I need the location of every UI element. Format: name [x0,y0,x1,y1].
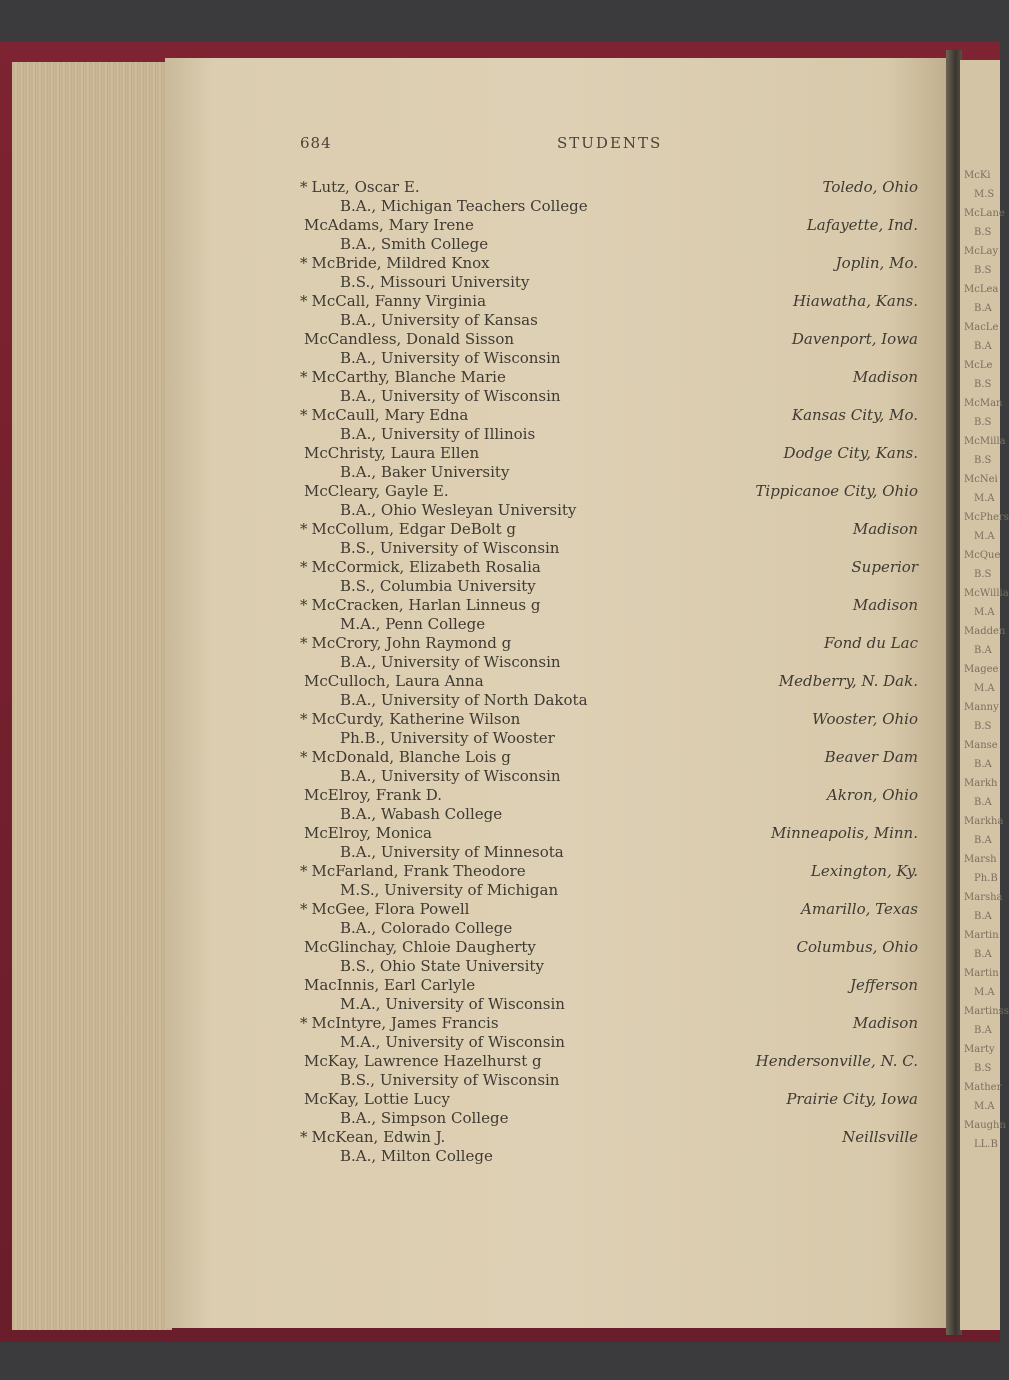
student-degree: B.S., University of Wisconsin [340,1071,560,1089]
student-name-line [300,178,920,197]
student-name-line [300,938,920,957]
hometown: Beaver Dam [824,748,918,766]
student-name-line [300,1052,920,1071]
hometown: Dodge City, Kans. [783,444,918,462]
student-entry [300,482,920,520]
hometown: Joplin, Mo. [835,254,918,272]
facing-page-text: McLane [964,208,1005,219]
student-entry [300,1090,920,1128]
student-degree: B.A., Simpson College [340,1109,509,1127]
student-degree: B.A., University of Kansas [340,311,538,329]
student-entry [300,672,920,710]
student-name-line [300,672,920,691]
facing-page-text: Maughn [964,1120,1006,1131]
student-name-line [300,444,920,463]
facing-page-text: M.A [974,1101,995,1112]
student-list [300,178,920,1166]
student-entry [300,558,920,596]
asterisk-mark: * [300,596,308,614]
facing-page-text: M.S [974,189,995,200]
facing-page-text: B.A [974,303,992,314]
student-name-line [300,634,920,653]
facing-page-text: McLay [964,246,999,257]
facing-page-text: Markh [964,778,998,789]
student-degree: B.A., Smith College [340,235,489,253]
facing-page-text: M.A [974,607,995,618]
hometown: Neillsville [842,1128,918,1146]
facing-page-text: McNei [964,474,998,485]
student-name: McGlinchay, Chloie Daugherty [304,938,536,956]
student-entry [300,444,920,482]
facing-page-text: McPhers [964,512,1009,523]
facing-page-text: Mather [964,1082,1002,1093]
asterisk-mark: * [300,862,308,880]
student-degree: B.S., Columbia University [340,577,536,595]
hometown: Kansas City, Mo. [791,406,918,424]
student-name: McChristy, Laura Ellen [304,444,480,462]
hometown: Lafayette, Ind. [806,216,918,234]
student-name: McCollum, Edgar DeBolt g [311,520,516,538]
facing-page-fragment [960,60,1009,1330]
hometown: Hendersonville, N. C. [755,1052,918,1070]
student-name-line [300,824,920,843]
student-name-line [300,786,920,805]
student-degree: B.A., Colorado College [340,919,513,937]
student-name-line [300,406,920,425]
student-name: McCarthy, Blanche Marie [311,368,506,386]
page-edges [12,62,172,1330]
asterisk-mark: * [300,900,308,918]
student-degree: B.A., Wabash College [340,805,503,823]
hometown: Lexington, Ky. [810,862,918,880]
student-degree: B.A., Ohio Wesleyan University [340,501,577,519]
hometown: Madison [852,596,918,614]
student-entry [300,938,920,976]
student-degree: B.A., University of Wisconsin [340,653,561,671]
student-degree: B.A., University of Wisconsin [340,767,561,785]
hometown: Jefferson [850,976,918,994]
asterisk-mark: * [300,1014,308,1032]
facing-page-text: Martin [964,968,999,979]
asterisk-mark: * [300,1128,308,1146]
student-name-line [300,1014,920,1033]
asterisk-mark: * [300,748,308,766]
student-degree: B.S., Ohio State University [340,957,544,975]
student-entry [300,178,920,216]
student-degree: B.S., Missouri University [340,273,530,291]
asterisk-mark: * [300,292,308,310]
asterisk-mark: * [300,520,308,538]
facing-page-text: Madden [964,626,1006,637]
facing-page-text: McMan [964,398,1003,409]
hometown: Toledo, Ohio [822,178,918,196]
asterisk-mark: * [300,406,308,424]
student-degree: B.S., University of Wisconsin [340,539,560,557]
student-name-line [300,330,920,349]
facing-page-text: B.A [974,835,992,846]
asterisk-mark: * [300,558,308,576]
student-name: McKay, Lottie Lucy [304,1090,450,1108]
asterisk-mark: * [300,634,308,652]
facing-page-text: M.A [974,987,995,998]
student-entry [300,824,920,862]
student-name-line [300,254,920,273]
student-entry [300,900,920,938]
facing-page-text: Ph.B [974,873,998,884]
facing-page-text: B.S [974,379,992,390]
student-entry [300,634,920,672]
student-name-line [300,976,920,995]
student-entry [300,862,920,900]
facing-page-text: B.A [974,911,992,922]
page-title: STUDENTS [557,134,663,152]
facing-page-text: McLe [964,360,993,371]
student-name: McGee, Flora Powell [311,900,470,918]
facing-page-text: B.S [974,265,992,276]
hometown: Akron, Ohio [826,786,918,804]
student-entry [300,976,920,1014]
student-name-line [300,292,920,311]
asterisk-mark: * [300,254,308,272]
student-degree: M.A., University of Wisconsin [340,1033,565,1051]
student-name-line [300,1090,920,1109]
student-name-line [300,748,920,767]
student-entry [300,1128,920,1166]
student-name: McCulloch, Laura Anna [304,672,484,690]
student-entry [300,406,920,444]
student-name-line [300,1128,920,1147]
facing-page-text: M.A [974,493,995,504]
student-entry [300,330,920,368]
student-name-line [300,596,920,615]
asterisk-mark: * [300,178,308,196]
student-degree: M.A., Penn College [340,615,486,633]
hometown: Prairie City, Iowa [786,1090,918,1108]
facing-page-text: Manse [964,740,998,751]
student-entry [300,368,920,406]
student-name: McBride, Mildred Knox [311,254,490,272]
facing-page-text: B.S [974,417,992,428]
student-name-line [300,482,920,501]
student-degree: B.A., University of Wisconsin [340,349,561,367]
student-degree: B.A., Milton College [340,1147,493,1165]
student-name-line [300,710,920,729]
student-name-line [300,900,920,919]
student-name: McCaull, Mary Edna [311,406,469,424]
student-name: McCall, Fanny Virginia [311,292,487,310]
student-degree: B.A., University of Illinois [340,425,536,443]
student-degree: Ph.B., University of Wooster [340,729,555,747]
hometown: Wooster, Ohio [812,710,918,728]
facing-page-text: B.A [974,341,992,352]
student-degree: M.A., University of Wisconsin [340,995,565,1013]
student-entry [300,596,920,634]
facing-page-text: M.A [974,683,995,694]
hometown: Superior [851,558,918,576]
asterisk-mark: * [300,710,308,728]
student-name: McCleary, Gayle E. [304,482,449,500]
facing-page-text: B.S [974,1063,992,1074]
student-name: McCormick, Elizabeth Rosalia [311,558,541,576]
student-name: McCracken, Harlan Linneus g [311,596,541,614]
student-name: McIntyre, James Francis [311,1014,499,1032]
facing-page-text: McWillia [964,588,1009,599]
facing-page-text: Magee [964,664,999,675]
hometown: Tippicanoe City, Ohio [755,482,918,500]
hometown: Hiawatha, Kans. [792,292,918,310]
hometown: Madison [852,520,918,538]
facing-page-text: B.A [974,759,992,770]
page-header [300,134,920,158]
facing-page-text: B.S [974,721,992,732]
student-name: McCurdy, Katherine Wilson [311,710,521,728]
facing-page-text: Marsha [964,892,1003,903]
hometown: Madison [852,1014,918,1032]
student-name-line [300,520,920,539]
facing-page-text: McQue [964,550,1001,561]
hometown: Amarillo, Texas [801,900,918,918]
student-entry [300,520,920,558]
student-name: McDonald, Blanche Lois g [311,748,511,766]
student-degree: B.A., University of North Dakota [340,691,588,709]
student-name: McCandless, Donald Sisson [304,330,515,348]
student-entry [300,1052,920,1090]
student-entry [300,292,920,330]
student-entry [300,786,920,824]
hometown: Minneapolis, Minn. [770,824,918,842]
student-name-line [300,862,920,881]
student-name: MacInnis, Earl Carlyle [304,976,476,994]
student-entry [300,254,920,292]
facing-page-text: McKi [964,170,991,181]
facing-page-text: McLea [964,284,999,295]
student-name: McCrory, John Raymond g [311,634,512,652]
student-degree: B.A., Baker University [340,463,510,481]
student-degree: B.A., Michigan Teachers College [340,197,588,215]
hometown: Medberry, N. Dak. [778,672,918,690]
student-name-line [300,216,920,235]
student-name: McFarland, Frank Theodore [311,862,526,880]
student-name: McElroy, Monica [304,824,432,842]
student-name: McKean, Edwin J. [311,1128,446,1146]
student-entry [300,710,920,748]
hometown: Madison [852,368,918,386]
student-name: McAdams, Mary Irene [304,216,474,234]
facing-page-text: LL.B [974,1139,998,1150]
facing-page-text: Martin [964,930,999,941]
facing-page-text: Manny [964,702,999,713]
facing-page-text: Martinss [964,1006,1009,1017]
facing-page-text: B.S [974,569,992,580]
facing-page-text: B.S [974,227,992,238]
student-entry [300,1014,920,1052]
facing-page-text: Marsh [964,854,997,865]
facing-page-text: B.A [974,645,992,656]
hometown: Davenport, Iowa [791,330,918,348]
hometown: Fond du Lac [824,634,918,652]
facing-page-text: B.A [974,1025,992,1036]
facing-page-text: McMilla [964,436,1006,447]
student-degree: B.A., University of Minnesota [340,843,564,861]
student-degree: M.S., University of Michigan [340,881,559,899]
student-name-line [300,368,920,387]
facing-page-text: B.S [974,455,992,466]
asterisk-mark: * [300,368,308,386]
student-entry [300,216,920,254]
facing-page-text: M.A [974,531,995,542]
student-name: Lutz, Oscar E. [311,178,420,196]
student-name-line [300,558,920,577]
page-number: 684 [300,134,332,152]
student-name: McKay, Lawrence Hazelhurst g [304,1052,542,1070]
facing-page-text: Marty [964,1044,995,1055]
hometown: Columbus, Ohio [796,938,918,956]
student-degree: B.A., University of Wisconsin [340,387,561,405]
facing-page-text: MacLe [964,322,999,333]
facing-page-text: Markha [964,816,1004,827]
facing-page-text: B.A [974,949,992,960]
student-name: McElroy, Frank D. [304,786,443,804]
facing-page-text: B.A [974,797,992,808]
student-entry [300,748,920,786]
